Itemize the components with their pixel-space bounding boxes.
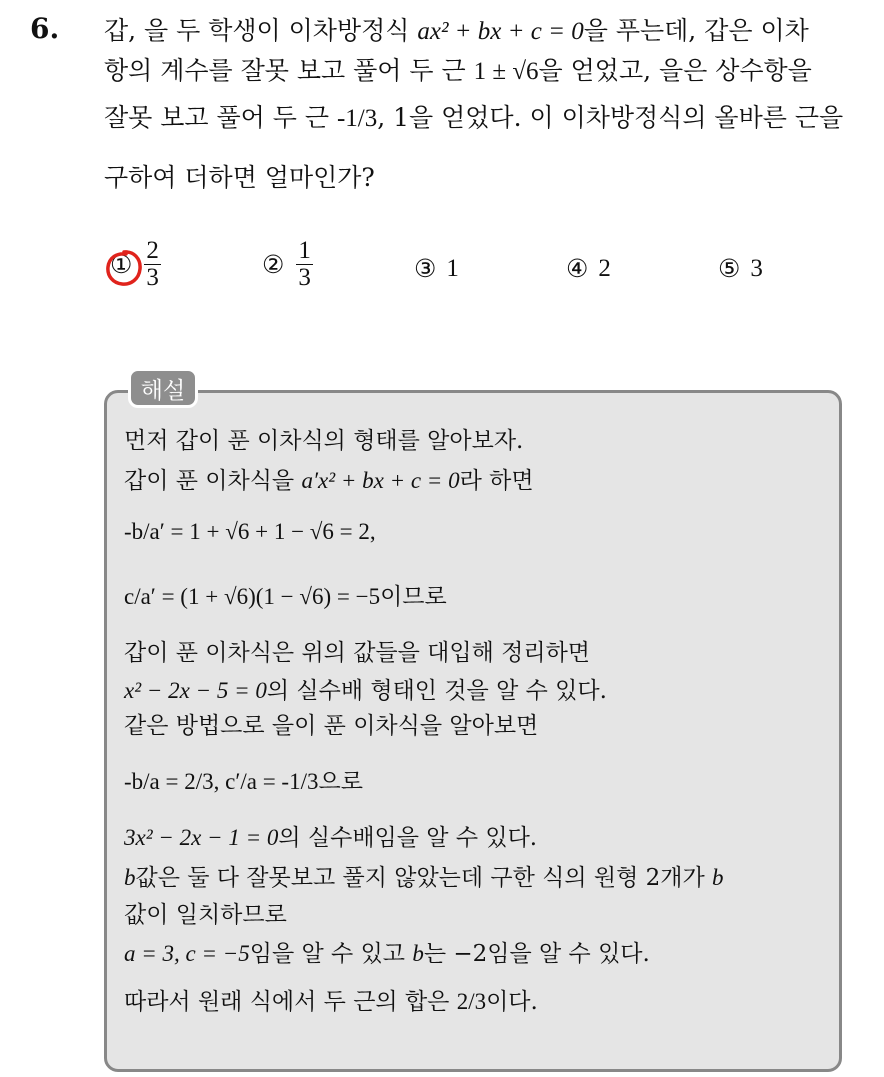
choice-value: 3 xyxy=(750,255,763,282)
solution-line-3 xyxy=(124,520,376,544)
solution-text: 의 실수배 형태인 것을 알 수 있다. xyxy=(266,678,607,704)
choice-label: ⑤ xyxy=(718,256,741,283)
solution-equation: a = 3, c = −5 xyxy=(124,941,250,966)
solution-text: 이다. xyxy=(486,989,538,1015)
solution-text: 라 하면 xyxy=(459,468,534,494)
question-text: , 1을 얻었다. 이 이차방정식의 올바른 근을 xyxy=(377,103,844,132)
question-line-3 xyxy=(104,105,843,131)
choice-value: 2 xyxy=(598,255,611,282)
choice-label: ① xyxy=(110,251,133,279)
solution-text: 으로 xyxy=(318,769,363,795)
choice-4[interactable] xyxy=(566,254,611,284)
solution-text: 갑이 푼 이차식을 xyxy=(124,468,295,494)
solution-equation: a′x² + bx + c = 0 xyxy=(301,468,460,493)
solution-text: 이므로 xyxy=(380,584,447,610)
choice-label: ④ xyxy=(566,256,589,283)
solution-text: 는 −2임을 알 수 있다. xyxy=(423,941,650,967)
solution-line-13 xyxy=(124,990,538,1014)
solution-line-11: 값이 일치하므로 xyxy=(124,902,287,928)
question-line-4: 구하여 더하면 얼마인가? xyxy=(104,163,375,192)
question-line-1 xyxy=(104,18,809,44)
solution-line-5: 갑이 푼 이차식은 위의 값들을 대입해 정리하면 xyxy=(124,640,591,666)
question-text: 을 푸는데, 갑은 이차 xyxy=(583,16,809,45)
solution-line-8 xyxy=(124,770,363,794)
solution-variable: b xyxy=(712,865,724,890)
choice-1[interactable] xyxy=(110,238,163,292)
solution-line-9 xyxy=(124,826,537,850)
choice-5[interactable] xyxy=(718,254,763,284)
question-equation: ax² + bx + c = 0 xyxy=(417,18,584,45)
choice-value: $\frac{1}{3}$ xyxy=(298,237,311,292)
question-line-2 xyxy=(104,58,812,84)
solution-equation: 3x² − 2x − 1 = 0 xyxy=(124,825,279,850)
solution-line-2 xyxy=(124,469,534,493)
solution-text: 따라서 원래 식에서 두 근의 합은 xyxy=(124,989,450,1015)
solution-line-6 xyxy=(124,679,607,703)
choice-label: ② xyxy=(262,251,285,279)
red-circle-mark-icon xyxy=(104,248,144,288)
solution-equation: -b/a′ = 1 + √6 + 1 − √6 = 2, xyxy=(124,519,376,544)
question-text: 갑, 을 두 학생이 이차방정식 xyxy=(104,16,410,45)
solution-line-7: 같은 방법으로 을이 푼 이차식을 알아보면 xyxy=(124,713,539,739)
solution-line-1: 먼저 갑이 푼 이차식의 형태를 알아보자. xyxy=(124,428,524,454)
choice-3[interactable] xyxy=(414,254,459,284)
solution-variable: b xyxy=(124,865,136,890)
question-text: 잘못 보고 풀어 두 근 xyxy=(104,103,329,132)
question-fraction: -1/3 xyxy=(336,105,378,132)
question-text: 항의 계수를 잘못 보고 풀어 두 근 xyxy=(104,56,466,85)
choice-2[interactable] xyxy=(262,238,315,292)
solution-variable: b xyxy=(412,941,424,966)
choice-label: ③ xyxy=(414,256,437,283)
solution-line-4 xyxy=(124,585,447,609)
solution-fraction: 2/3 xyxy=(456,989,487,1014)
solution-tag: 해설 xyxy=(128,368,198,408)
choice-value: $\frac{2}{3}$ xyxy=(146,237,159,292)
solution-text: 값은 둘 다 잘못보고 풀지 않았는데 구한 식의 원형 2개가 xyxy=(135,865,705,891)
solution-equation: -b/a = 2/3, c′/a = -1/3 xyxy=(124,769,319,794)
solution-equation: x² − 2x − 5 = 0 xyxy=(124,678,267,703)
solution-equation: c/a′ = (1 + √6)(1 − √6) = −5 xyxy=(124,584,381,609)
solution-line-10 xyxy=(124,866,724,890)
choice-value: 1 xyxy=(446,255,459,282)
solution-line-12 xyxy=(124,942,650,966)
question-number: 6. xyxy=(30,12,60,45)
question-roots: 1 ± √6 xyxy=(473,58,539,85)
solution-text: 의 실수배임을 알 수 있다. xyxy=(278,825,538,851)
question-text: 을 얻었고, 을은 상수항을 xyxy=(538,56,812,85)
solution-text: 임을 알 수 있고 xyxy=(249,941,406,967)
